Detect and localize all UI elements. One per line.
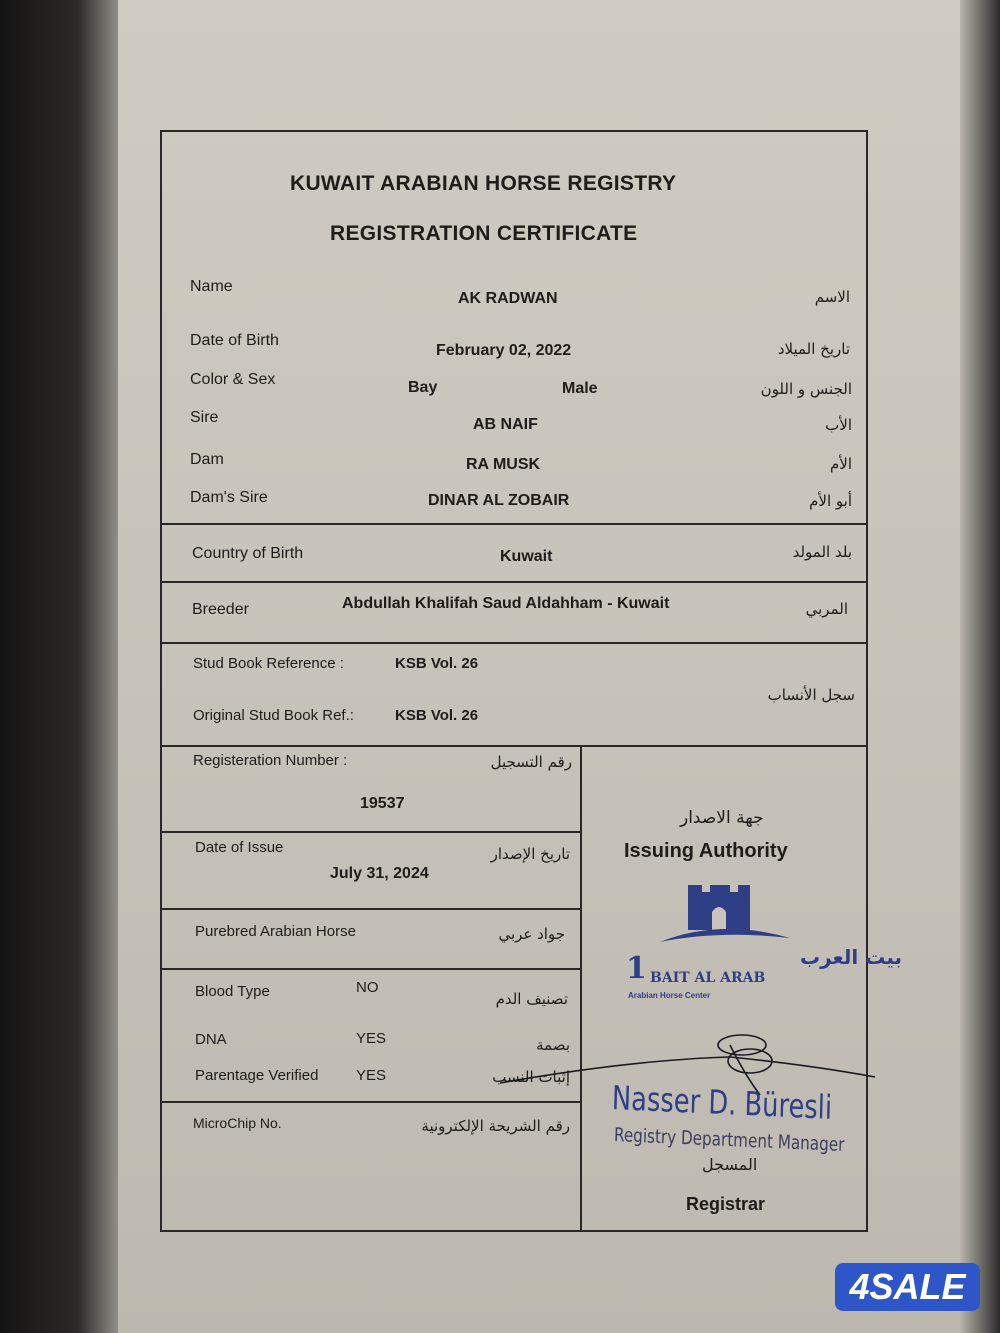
- stud-book-label-ar: سجل الأنساب: [767, 686, 855, 704]
- orig-stud-book-value: KSB Vol. 26: [395, 707, 479, 724]
- breeder-value: Abdullah Khalifah Saud Aldahham - Kuwait: [342, 595, 670, 612]
- breeder-label-ar: المربي: [805, 600, 848, 618]
- parentage-value: YES: [356, 1067, 387, 1084]
- sire-label: Sire: [190, 409, 219, 426]
- blood-type-label: Blood Type: [195, 983, 270, 1000]
- dna-value: YES: [356, 1030, 387, 1047]
- orig-stud-book-label: Original Stud Book Ref.:: [193, 707, 354, 724]
- dam-label-ar: الأم: [829, 455, 852, 473]
- dam-label: Dam: [190, 451, 224, 468]
- country-label-ar: بلد المولد: [792, 543, 852, 561]
- name-label-ar: الاسم: [814, 288, 850, 306]
- dob-label-ar: تاريخ الميلاد: [777, 340, 850, 358]
- dams-sire-label-ar: أبو الأم: [809, 492, 852, 510]
- dams-sire-label: Dam's Sire: [190, 489, 268, 506]
- stud-book-value: KSB Vol. 26: [395, 655, 479, 672]
- blood-type-label-ar: تصنيف الدم: [495, 990, 568, 1008]
- reg-number-value: 19537: [360, 795, 405, 812]
- name-value: AK RADWAN: [458, 290, 558, 307]
- date-issue-label: Date of Issue: [195, 839, 284, 856]
- authority-label-ar: جهة الاصدار: [680, 808, 764, 828]
- color-sex-label: Color & Sex: [190, 371, 276, 388]
- stamp-name: Nasser D. Büresli: [611, 1078, 833, 1127]
- dam-value: RA MUSK: [466, 456, 541, 473]
- reg-number-label: Registeration Number :: [193, 752, 348, 769]
- registry-title: KUWAIT ARABIAN HORSE REGISTRY: [290, 172, 677, 195]
- color-value: Bay: [408, 379, 438, 396]
- logo-arabic: بيت العرب: [800, 945, 903, 969]
- logo-english: BAIT AL ARAB: [650, 970, 766, 986]
- certificate-title: REGISTRATION CERTIFICATE: [330, 222, 638, 245]
- authority-label: Issuing Authority: [624, 840, 788, 862]
- country-value: Kuwait: [500, 548, 553, 565]
- reg-number-label-ar: رقم التسجيل: [490, 753, 572, 771]
- logo-subtitle: Arabian Horse Center: [628, 991, 711, 1000]
- dob-value: February 02, 2022: [436, 342, 572, 359]
- svg-text:1: 1: [626, 951, 647, 986]
- breeder-label: Breeder: [192, 601, 249, 618]
- stud-book-label: Stud Book Reference :: [193, 655, 344, 672]
- microchip-label: MicroChip No.: [193, 1115, 282, 1131]
- sex-value: Male: [562, 380, 598, 397]
- purebred-label: Purebred Arabian Horse: [195, 923, 356, 940]
- dams-sire-value: DINAR AL ZOBAIR: [428, 492, 570, 509]
- purebred-label-ar: جواد عربي: [498, 925, 565, 943]
- bait-al-arab-logo: [620, 880, 903, 1010]
- dna-label-ar: بصمة: [536, 1036, 570, 1054]
- sire-value: AB NAIF: [473, 416, 538, 433]
- dob-label: Date of Birth: [190, 332, 279, 349]
- registrar-label: Registrar: [686, 1194, 766, 1214]
- parentage-label: Parentage Verified: [195, 1067, 319, 1084]
- stamp-title: Registry Department Manager: [613, 1124, 845, 1157]
- date-issue-label-ar: تاريخ الإصدار: [490, 845, 570, 863]
- microchip-label-ar: رقم الشريحة الإلكترونية: [421, 1117, 570, 1135]
- background-edge: [960, 0, 1000, 1333]
- registrar-ar: المسجل: [702, 1155, 758, 1174]
- country-label: Country of Birth: [192, 545, 304, 562]
- blood-type-value: NO: [356, 979, 379, 996]
- dna-label: DNA: [195, 1031, 227, 1048]
- parentage-label-ar: إثبات النسب: [492, 1068, 570, 1086]
- date-issue-value: July 31, 2024: [330, 865, 429, 882]
- name-label: Name: [190, 278, 233, 295]
- color-sex-label-ar: الجنس و اللون: [760, 380, 852, 398]
- 4sale-watermark: 4SALE: [835, 1263, 980, 1311]
- sire-label-ar: الأب: [825, 416, 852, 434]
